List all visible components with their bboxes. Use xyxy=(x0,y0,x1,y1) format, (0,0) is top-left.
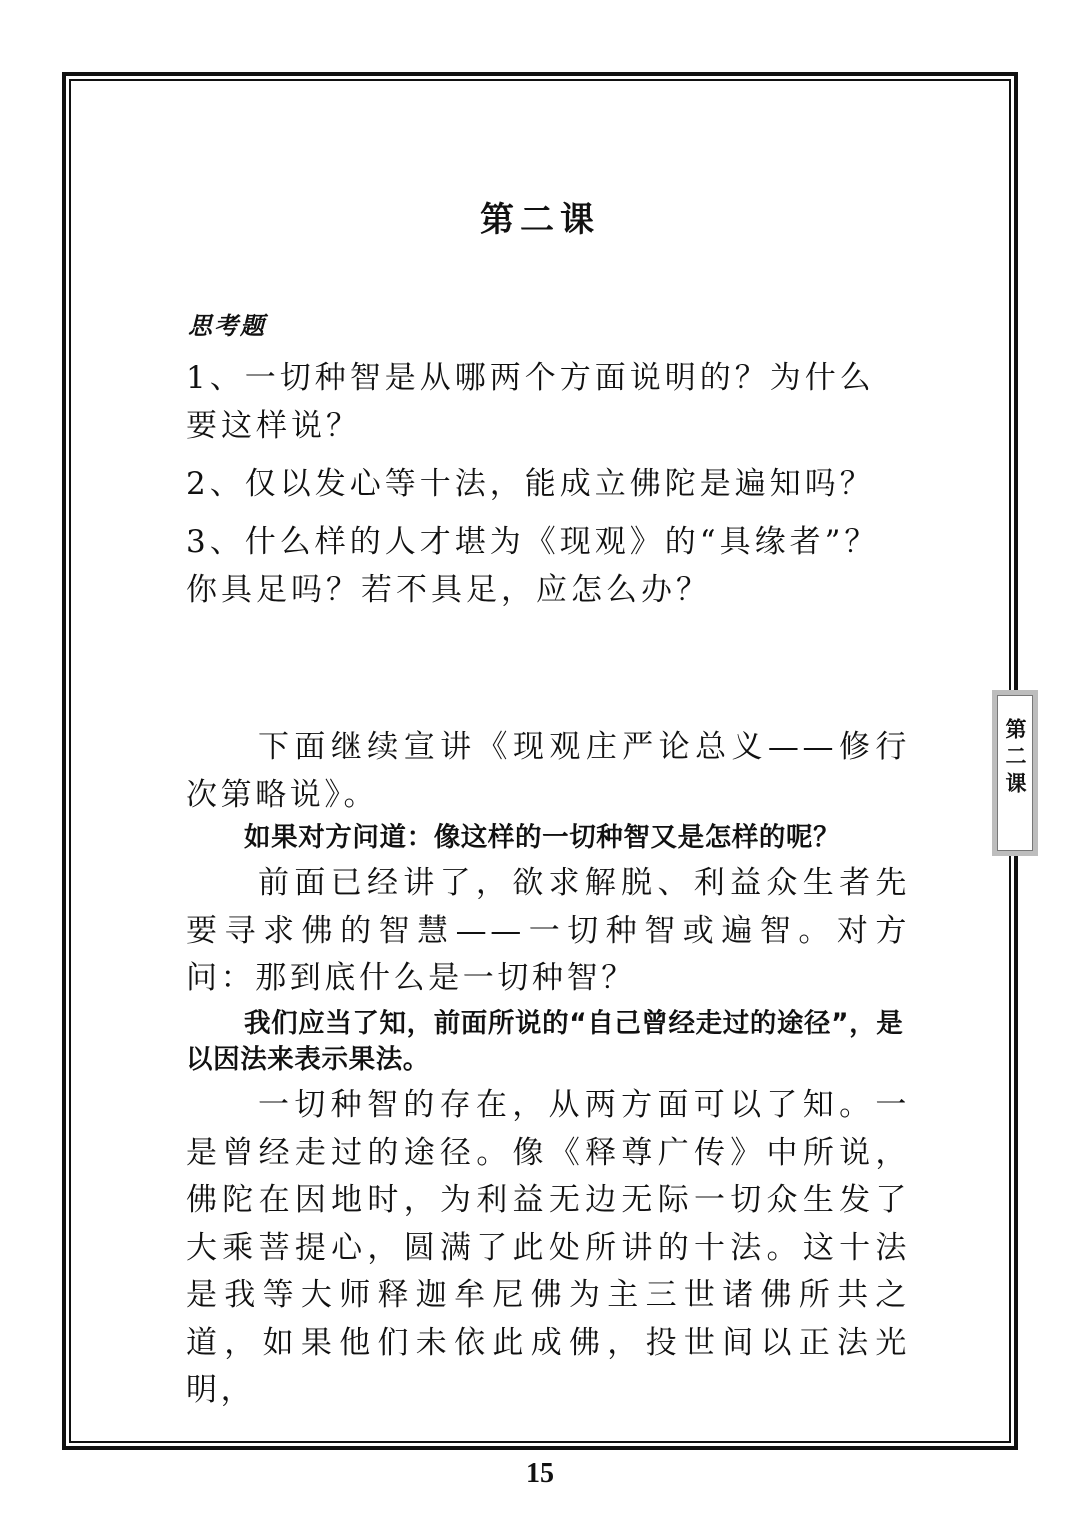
body-paragraph: 一切种智的存在，从两方面可以了知。一是曾经走过的途径。像《释尊广传》中所说，佛陀在因地时，为利益无边无际一切众生发了大乘菩提心，圆满了此处所讲的十法。这十法是我等大师释迦牟尼佛为主三世诸佛所共之道，如果他们未依此成佛，投世间以正法光明， xyxy=(186,1087,910,1408)
body-paragraph: 下面继续宣讲《现观庄严论总义——修行次第略说》。 xyxy=(186,729,910,813)
body-paragraph: 前面已经讲了，欲求解脱、利益众生者先要寻求佛的智慧——一切种智或遍智。对方问：那到底什么是一切种智？ xyxy=(186,865,910,996)
chapter-side-tab xyxy=(992,690,1038,856)
chapter-side-tab-inner xyxy=(997,695,1033,851)
bold-statement-paragraph: 我们应当了知，前面所说的“自己曾经走过的途径”，是以因法来表示果法。 xyxy=(186,1008,904,1075)
lesson-title: 第二课 xyxy=(480,200,600,240)
page-number: 15 xyxy=(526,1458,554,1489)
question-item: 2、仅以发心等十法，能成立佛陀是遍知吗？ xyxy=(186,466,875,502)
question-item: 3、什么样的人才堪为《现观》的“具缘者”？你具足吗？若不具足，应怎么办？ xyxy=(186,524,880,608)
questions-heading: 思考题 xyxy=(188,311,266,340)
bold-question-paragraph: 如果对方问道：像这样的一切种智又是怎样的呢？ xyxy=(244,822,841,853)
chapter-side-tab-label: 第二课 xyxy=(1003,718,1028,799)
question-item: 1、一切种智是从哪两个方面说明的？为什么要这样说？ xyxy=(186,360,875,444)
